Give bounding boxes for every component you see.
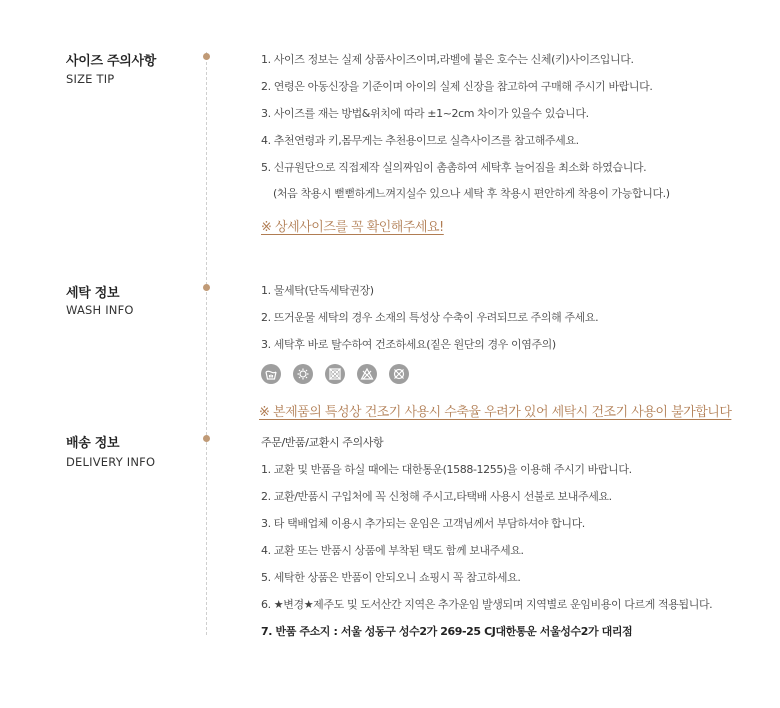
size-tip-subtitle: SIZE TIP xyxy=(66,72,115,86)
tumble-dry-low-icon xyxy=(293,364,313,384)
wash-info-line: 2. 뜨거운물 세탁의 경우 소재의 특성상 수축이 우려되므로 주의해 주세요. xyxy=(261,311,599,324)
delivery-info-title: 배송 정보 xyxy=(66,436,120,451)
size-tip-line: 4. 추천연령과 키,몸무게는 추천용이므로 실측사이즈를 참고해주세요. xyxy=(261,134,579,147)
delivery-info-heading: 주문/반품/교환시 주의사항 xyxy=(261,436,384,449)
size-tip-bullet xyxy=(203,53,210,60)
hand-wash-icon xyxy=(261,364,281,384)
size-tip-line: 1. 사이즈 정보는 실제 상품사이즈이며,라벨에 붙은 호수는 신체(키)사이즈입니다. xyxy=(261,53,634,66)
size-tip-line: 3. 사이즈를 재는 방법&위치에 따라 ±1~2cm 차이가 있을수 있습니다. xyxy=(261,107,589,120)
wash-info-title: 세탁 정보 xyxy=(66,286,120,301)
wash-care-icons xyxy=(261,364,409,386)
no-tumble-dry-icon xyxy=(325,364,345,384)
return-address: 7. 반품 주소지 : 서울 성동구 성수2가 269-25 CJ대한통운 서울성수2가 대리점 xyxy=(261,625,633,638)
delivery-info-line: 3. 타 택배업체 이용시 추가되는 운임은 고객님께서 부담하셔야 합니다. xyxy=(261,517,585,530)
size-tip-title: 사이즈 주의사항 xyxy=(66,54,157,69)
size-tip-line: 2. 연령은 아동신장을 기준이며 아이의 실제 신장을 참고하여 구매해 주시기 바랍니다. xyxy=(261,80,653,93)
wash-info-line: 3. 세탁후 바로 탈수하여 건조하세요(짙은 원단의 경우 이염주의) xyxy=(261,338,556,351)
wash-info-line: 1. 물세탁(단독세탁권장) xyxy=(261,284,374,297)
delivery-info-subtitle: DELIVERY INFO xyxy=(66,455,156,469)
delivery-info-line: 1. 교환 및 반품을 하실 때에는 대한통운(1588-1255)을 이용해 주시기 바랍니다. xyxy=(261,463,632,476)
size-tip-notice: ※ 상세사이즈를 꼭 확인해주세요! xyxy=(261,220,444,235)
delivery-info-line: 5. 세탁한 상품은 반품이 안되오니 쇼핑시 꼭 참고하세요. xyxy=(261,571,521,584)
no-dry-clean-icon xyxy=(389,364,409,384)
size-tip-line: (처음 착용시 뻗뻗하게느껴지실수 있으나 세탁 후 착용시 편안하게 착용이 가능합니다.) xyxy=(273,187,670,200)
delivery-info-bullet xyxy=(203,435,210,442)
delivery-info-line: 6. ★변경★제주도 및 도서산간 지역은 추가운임 발생되며 지역별로 운임비용이 다르게 적용됩니다. xyxy=(261,598,713,611)
delivery-info-line: 4. 교환 또는 반품시 상품에 부착된 택도 함께 보내주세요. xyxy=(261,544,524,557)
wash-info-notice: ※ 본제품의 특성상 건조기 사용시 수축율 우려가 있어 세탁시 건조기 사용이 불가합니다 xyxy=(259,405,732,420)
no-bleach-icon xyxy=(357,364,377,384)
wash-info-subtitle: WASH INFO xyxy=(66,303,134,317)
size-tip-line: 5. 신규원단으로 직접제작 실의짜임이 촘촘하여 세탁후 늘어짐을 최소화 하였습니다. xyxy=(261,161,647,174)
delivery-info-line: 2. 교환/반품시 구입처에 꼭 신청해 주시고,타택배 사용시 선불로 보내주세요. xyxy=(261,490,612,503)
timeline-divider xyxy=(206,52,207,635)
wash-info-bullet xyxy=(203,284,210,291)
